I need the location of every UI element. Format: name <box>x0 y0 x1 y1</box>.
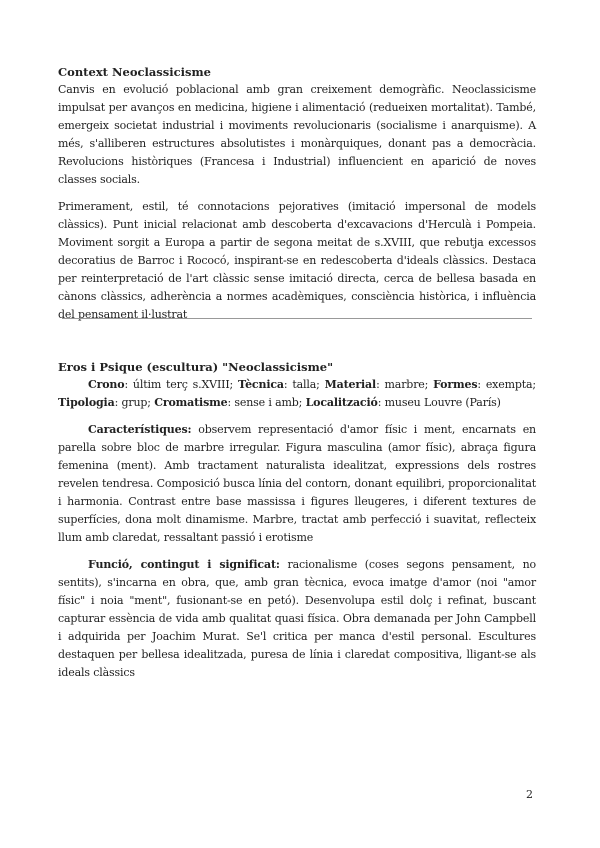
horizontal-divider <box>62 318 532 319</box>
context-paragraph-2: Primerament, estil, té connotacions pejoratives (imitació impersonal de models clàssics). Punt inicial relacionat amb descoberta d'excavacions d'Herculà i Pompeia. Moviment sorgit a Europa a partir de segona meitat de s.XVIII, que rebutja excessos decoratius de Barroc i Rococó, inspirant-se en redescoberta d'ideals clàssics. Destaca per reinterpretació de l'art clàssic sense imitació directa, cerca de bellesa basada en cànons clàssics, adherència a normes acadèmiques, consciència històrica, i influència del pensament il·lustrat <box>58 200 536 321</box>
meta-value-localitzacio: museu Louvre (París) <box>384 396 501 409</box>
meta-value-crono: últim terç s.XVIII; <box>132 378 234 391</box>
meta-label-crono: Crono <box>88 378 125 391</box>
artwork-title: Eros i Psique (escultura) "Neoclassicisme" <box>58 360 334 374</box>
artwork-section <box>58 358 536 682</box>
meta-value-material: marbre; <box>384 378 429 391</box>
context-title: Context Neoclassicisme <box>58 65 211 79</box>
function-label: Funció, contingut i significat: <box>88 558 280 571</box>
meta-label-material: Material <box>324 378 377 391</box>
function-text: racionalisme (coses segons pensament, no sentits), s'incarna en obra, que, amb gran tècnica, evoca imatge d'amor (noi "amor físic" i noia "ment", fusionant-se en petó). Desenvolupa estil dolç i refinat, buscant capturar essència de vida amb qualitat quasi física. Obra demanada per John Campbell i adquirida per Joachim Murat. Se'l critica per manca d'estil personal. Escultures destaquen per bellesa idealitzada, puresa de línia i claredat compositiva, lligant-se als ideals clàssics <box>58 558 536 679</box>
context-section <box>58 63 536 324</box>
paragraph-gap <box>58 412 536 421</box>
paragraph-gap <box>58 189 536 198</box>
meta-label-formes: Formes <box>433 378 478 391</box>
context-paragraph-1: Canvis en evolució poblacional amb gran creixement demogràfic. Neoclassicisme impulsat per avanços en medicina, higiene i alimentació (redueixen mortalitat). També, emergeix societat industrial i moviments revolucionaris (socialisme i anarquisme). A més, s'alliberen estructures absolutistes i monàrquiques, donant pas a democràcia. Revolucions històriques (Francesa i Industrial) influencient en aparició de noves classes socials. <box>58 83 536 186</box>
characteristics-text: observem representació d'amor físic i ment, encarnats en parella sobre bloc de marbre irregular. Figura masculina (amor físic), abraça figura femenina (ment). Amb tractament naturalista idealitzat, expressions dels rostres revelen tendresa. Composició busca línia del contorn, donant equilibri, proporcionalitat i harmonia. Contrast entre base massissa i figures lleugeres, i diferent textures de superfícies, dona molt dinamisme. Marbre, tractat amb perfecció i suavitat, reflecteix llum amb claredat, ressaltant passió i erotisme <box>58 423 536 544</box>
meta-value-tipologia: grup; <box>121 396 151 409</box>
meta-value-formes: exempta; <box>485 378 536 391</box>
meta-label-localitzacio: Localització <box>305 396 378 409</box>
meta-label-cromatisme: Cromatisme <box>154 396 228 409</box>
function-paragraph <box>58 556 536 682</box>
meta-label-tecnica: Tècnica <box>237 378 284 391</box>
meta-label-tipologia: Tipologia <box>58 396 115 409</box>
characteristics-label: Característiques: <box>88 423 192 436</box>
meta-value-cromatisme: sense i amb; <box>234 396 303 409</box>
paragraph-gap <box>58 547 536 556</box>
meta-value-tecnica: talla; <box>292 378 320 391</box>
page-number: 2 <box>526 788 533 801</box>
artwork-metadata: Crono: últim terç s.XVIII; Tècnica: talla; Material: marbre; Formes: exempta; Tipologia: grup; Cromatisme: sense i amb; Localització: museu Louvre (París) <box>58 378 536 409</box>
characteristics-paragraph <box>58 421 536 547</box>
